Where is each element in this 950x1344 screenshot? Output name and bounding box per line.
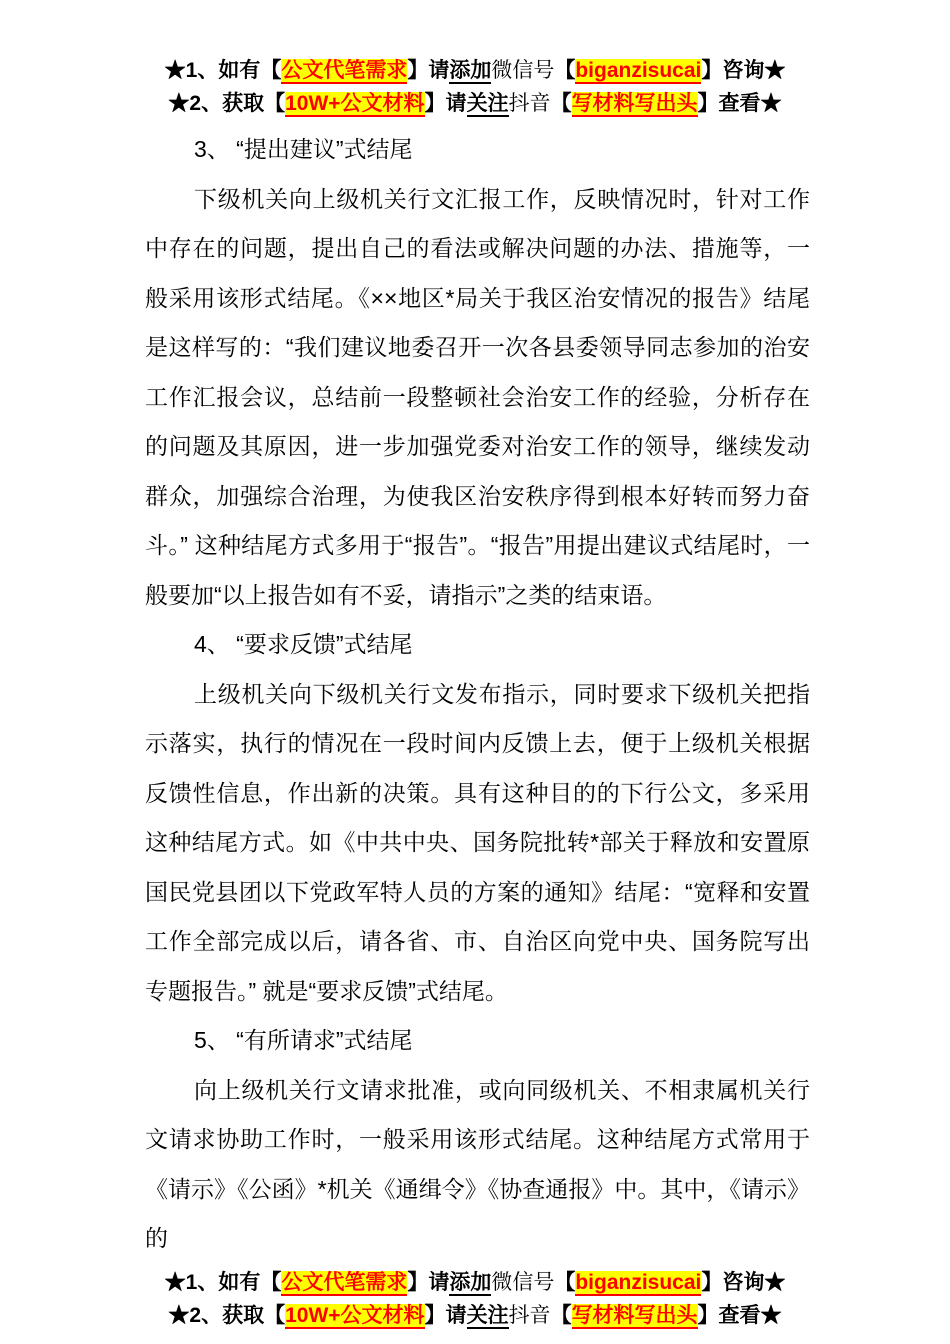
promo-segment: 10W+公文材料 xyxy=(285,1303,425,1327)
section-heading-3: 3、 “提出建议”式结尾 xyxy=(194,136,413,162)
promo-segment: 】查看★ xyxy=(697,92,782,115)
promo-segment: 】咨询★ xyxy=(701,1270,786,1294)
promo-banner-bottom xyxy=(0,1264,950,1332)
promo-segment: 【 xyxy=(550,1303,572,1327)
promo-segment: biganzisucai xyxy=(575,59,702,82)
promo-banner-bottom-line-2 xyxy=(0,1299,950,1332)
promo-segment: ★1、如有【 xyxy=(164,59,282,82)
promo-segment: ★1、如有【 xyxy=(164,1270,282,1294)
promo-segment: 添加 xyxy=(449,1270,492,1294)
section-paragraph-5: 向上级机关行文请求批准，或向同级机关、不相隶属机关行文请求协助工作时，一般采用该形式结尾。这种结尾方式常用于《请示》《公函》*机关《通缉令》《协查通报》中。其中，《请示》的 xyxy=(145,1076,810,1251)
promo-segment: 】请 xyxy=(424,92,467,115)
promo-banner-top-line-2 xyxy=(0,87,950,120)
promo-segment: 】请 xyxy=(424,1303,467,1327)
promo-segment: 微信号 xyxy=(491,1270,555,1294)
promo-segment: 写材料写出头 xyxy=(571,1303,698,1327)
promo-segment: 】请 xyxy=(407,1270,450,1294)
promo-banner-top-line-1 xyxy=(0,54,950,87)
promo-segment: 微信号 xyxy=(491,59,555,82)
promo-segment: ★2、获取【 xyxy=(168,1303,286,1327)
promo-segment: 】咨询★ xyxy=(701,59,786,82)
promo-segment: 公文代笔需求 xyxy=(281,59,408,82)
promo-segment: 【 xyxy=(554,1270,576,1294)
promo-segment: 关注 xyxy=(466,92,509,115)
promo-segment: 【 xyxy=(554,59,576,82)
promo-segment: 关注 xyxy=(466,1303,509,1327)
promo-segment: 公文代笔需求 xyxy=(281,1270,408,1294)
promo-segment: 】查看★ xyxy=(697,1303,782,1327)
promo-banner-bottom-line-1 xyxy=(0,1266,950,1299)
promo-segment: 抖音 xyxy=(508,1303,551,1327)
promo-segment: 】请 xyxy=(407,59,450,82)
promo-segment: 添加 xyxy=(449,59,492,82)
section-paragraph-4: 上级机关向下级机关行文发布指示，同时要求下级机关把指示落实，执行的情况在一段时间内反馈上去，便于上级机关根据反馈性信息，作出新的决策。具有这种目的的下行公文，多采用这种结尾方式。如《中共中央、国务院批转*部关于释放和安置原国民党县团以下党政军特人员的方案的通知》结尾：“宽释和安置工作全部完成以后，请各省、市、自治区向党中央、国务院写出专题报告。” 就是“要求反馈”式结尾。 xyxy=(145,680,810,1004)
promo-segment: ★2、获取【 xyxy=(168,92,286,115)
promo-banner-top xyxy=(0,0,950,120)
promo-segment: biganzisucai xyxy=(575,1270,702,1294)
document-body xyxy=(0,120,950,1264)
promo-segment: 写材料写出头 xyxy=(571,92,698,115)
section-heading-4: 4、 “要求反馈”式结尾 xyxy=(194,631,413,657)
section-paragraph-3: 下级机关向上级机关行文汇报工作，反映情况时，针对工作中存在的问题，提出自己的看法或解决问题的办法、措施等，一般采用该形式结尾。《××地区*局关于我区治安情况的报告》结尾是这样写的：“我们建议地委召开一次各县委领导同志参加的治安工作汇报会议，总结前一段整顿社会治安工作的经验，分析存在的问题及其原因，进一步加强党委对治安工作的领导，继续发动群众，加强综合治理，为使我区治安秩序得到根本好转而努力奋斗。” 这种结尾方式多用于“报告”。“报告”用提出建议式结尾时，一般要加“以上报告如有不妥，请指示”之类的结束语。 xyxy=(145,185,810,608)
promo-segment: 抖音 xyxy=(508,92,551,115)
promo-segment: 【 xyxy=(550,92,572,115)
section-heading-5: 5、 “有所请求”式结尾 xyxy=(194,1027,413,1053)
promo-segment: 10W+公文材料 xyxy=(285,92,425,115)
